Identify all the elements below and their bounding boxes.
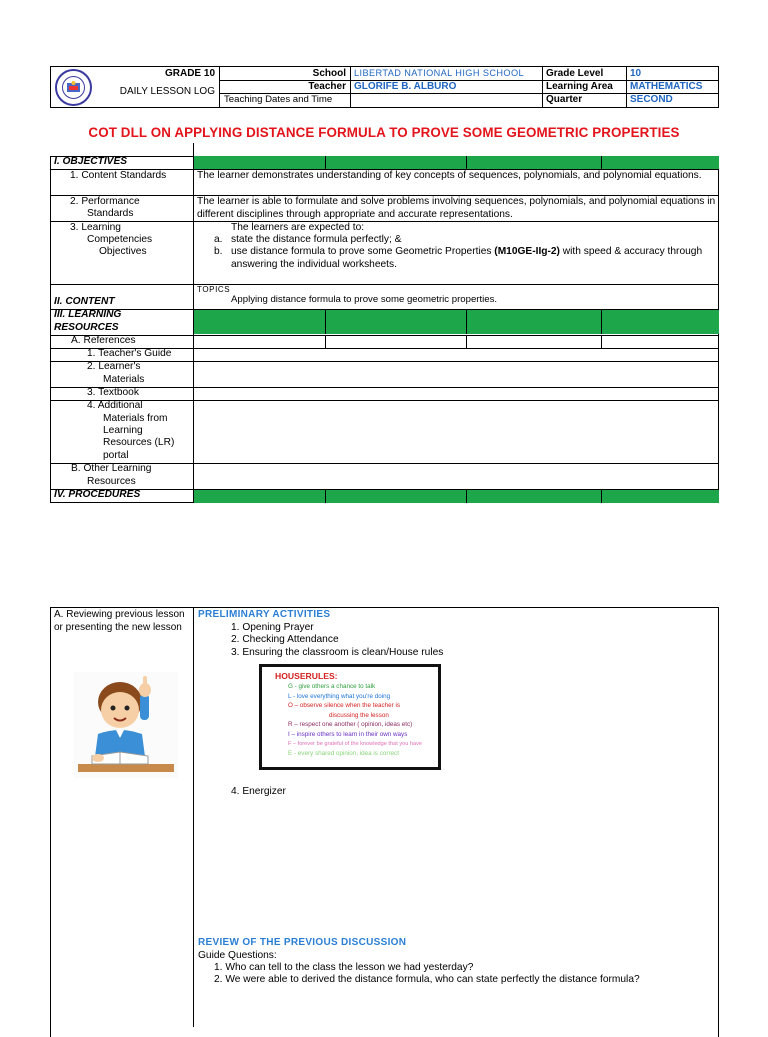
topics-text: Applying distance formula to prove some geometric properties. <box>231 294 498 305</box>
objective-b-code: (M10GE-IIg-2) <box>494 246 560 257</box>
objectives-green-bar <box>194 156 719 169</box>
content-standards-label: 1. Content Standards <box>70 170 167 181</box>
green-bar-divider <box>466 490 467 503</box>
houserule-item: L - love everything what you're doing <box>288 692 391 700</box>
page-title: COT DLL ON APPLYING DISTANCE FORMULA TO PROVE SOME GEOMETRIC PROPERTIES <box>88 125 680 140</box>
houserule-item: I – inspire others to learn in their own ways <box>288 730 408 738</box>
ref-divider <box>466 335 467 348</box>
quarter-value: SECOND <box>630 94 673 105</box>
other-resources-label: B. Other Learning <box>71 463 152 474</box>
table-rule <box>50 284 719 285</box>
green-bar-divider <box>325 156 326 169</box>
additional-materials-label-3: Learning <box>103 425 143 436</box>
objective-b-pre: use distance formula to prove some Geometric Properties <box>231 246 495 257</box>
ref-divider <box>601 335 602 348</box>
learning-competencies-label-2: Competencies <box>87 234 153 245</box>
header-divider <box>626 66 627 108</box>
objective-b-marker: b. <box>214 246 223 257</box>
reviewing-lesson-label: A. Reviewing previous lesson or presenting the new lesson <box>54 609 185 633</box>
prelim-item: 1. Opening Prayer <box>231 622 314 633</box>
grade-level-label: Grade Level <box>546 68 604 79</box>
log-type-label: DAILY LESSON LOG <box>119 86 215 97</box>
grade-label: GRADE 10 <box>164 68 215 79</box>
quarter-label: Quarter <box>546 94 583 105</box>
seal-emblem-icon <box>57 71 90 104</box>
additional-materials-label-5: portal <box>103 450 129 461</box>
header-divider <box>350 66 351 108</box>
prelim-item: 2. Checking Attendance <box>231 634 339 645</box>
procedures-heading: IV. PROCEDURES <box>54 489 141 500</box>
learning-area-value: MATHEMATICS <box>630 81 703 92</box>
objective-b-post: with speed & accuracy through answering the individual worksheets. <box>231 246 703 270</box>
teacher-value: GLORIFE B. ALBURO <box>354 81 457 92</box>
houserule-item: R – respect one another ( opinion, ideas etc) <box>288 721 413 729</box>
green-bar-divider <box>466 310 467 334</box>
grade-level-value: 10 <box>630 68 642 79</box>
procedures-green-bar <box>194 490 719 503</box>
review-heading: REVIEW OF THE PREVIOUS DISCUSSION <box>198 937 407 948</box>
additional-materials-label-4: Resources (LR) <box>103 437 175 448</box>
green-bar-divider <box>325 490 326 503</box>
green-bar-divider <box>601 156 602 169</box>
learning-competencies-label-3: Objectives <box>99 246 147 257</box>
houserule-item: discussing the lesson <box>329 711 389 719</box>
resources-green-bar <box>194 310 719 334</box>
dates-label: Teaching Dates and Time <box>224 94 333 105</box>
guide-question: 1. Who can tell to the class the lesson we had yesterday? <box>214 962 474 973</box>
page2-col-divider <box>193 607 194 1027</box>
teachers-guide-label: 1. Teacher's Guide <box>87 348 172 359</box>
energizer-item: 4. Energizer <box>231 786 286 797</box>
green-bar-divider <box>601 490 602 503</box>
resources-heading-2: RESOURCES <box>54 322 119 333</box>
learners-materials-label: 2. Learner's <box>87 361 141 372</box>
houserule-item: F – forever be grateful of the knowledge that you have <box>288 740 423 747</box>
learning-area-label: Learning Area <box>546 81 613 92</box>
houserule-item: E - every shared opinion, idea is correct <box>288 750 399 758</box>
guide-question: 2. We were able to derived the distance formula, who can state perfectly the distance formula? <box>214 974 640 985</box>
objective-a-text: state the distance formula perfectly; & <box>231 234 402 245</box>
green-bar-divider <box>325 310 326 334</box>
green-bar-divider <box>601 310 602 334</box>
ref-divider <box>325 335 326 348</box>
header-divider <box>219 66 220 108</box>
guide-questions-label: Guide Questions: <box>198 950 277 961</box>
school-label: School <box>312 68 346 79</box>
objectives-heading: I. OBJECTIVES <box>54 156 128 167</box>
performance-standards-label: 2. Performance <box>70 196 140 207</box>
performance-standards-text: The learner is able to formulate and solve problems involving sequences, polynomials, and polynomial equations in different disciplines through appropriate and accurate representations. <box>197 196 716 220</box>
deped-seal-logo <box>55 69 92 106</box>
school-value: LIBERTAD NATIONAL HIGH SCHOOL <box>354 68 525 78</box>
textbook-label: 3. Textbook <box>87 387 139 398</box>
other-resources-label-2: Resources <box>87 476 136 487</box>
references-label: A. References <box>71 335 136 346</box>
additional-materials-label-2: Materials from <box>103 413 168 424</box>
houserules-title: HOUSERULES: <box>275 671 338 681</box>
prelim-item: 3. Ensuring the classroom is clean/House rules <box>231 647 444 658</box>
houserule-item: G - give others a chance to talk <box>288 683 376 690</box>
objectives-intro: The learners are expected to: <box>231 222 365 233</box>
header-divider <box>542 66 543 108</box>
preliminary-heading: PRELIMINARY ACTIVITIES <box>198 609 331 620</box>
student-raising-hand-icon <box>74 672 178 778</box>
objective-a-marker: a. <box>214 234 223 245</box>
resources-heading: III. LEARNING <box>54 309 122 320</box>
student-illustration <box>74 672 178 778</box>
houserules-card-inner <box>262 667 438 767</box>
houserule-item: O – observe silence when the teacher is <box>288 702 401 710</box>
green-bar-divider <box>466 156 467 169</box>
learners-materials-label-2: Materials <box>103 374 145 385</box>
learning-competencies-label: 3. Learning <box>70 222 121 233</box>
houserules-card <box>259 664 441 770</box>
teacher-label: Teacher <box>308 81 346 92</box>
additional-materials-label: 4. Additional <box>87 400 143 411</box>
content-heading: II. CONTENT <box>54 296 115 307</box>
objective-b-text <box>231 246 715 271</box>
topics-label: TOPICS <box>197 285 231 294</box>
content-standards-text: The learner demonstrates understanding of key concepts of sequences, polynomials, and polynomial equations. <box>197 170 702 181</box>
performance-standards-label-2: Standards <box>87 208 134 219</box>
